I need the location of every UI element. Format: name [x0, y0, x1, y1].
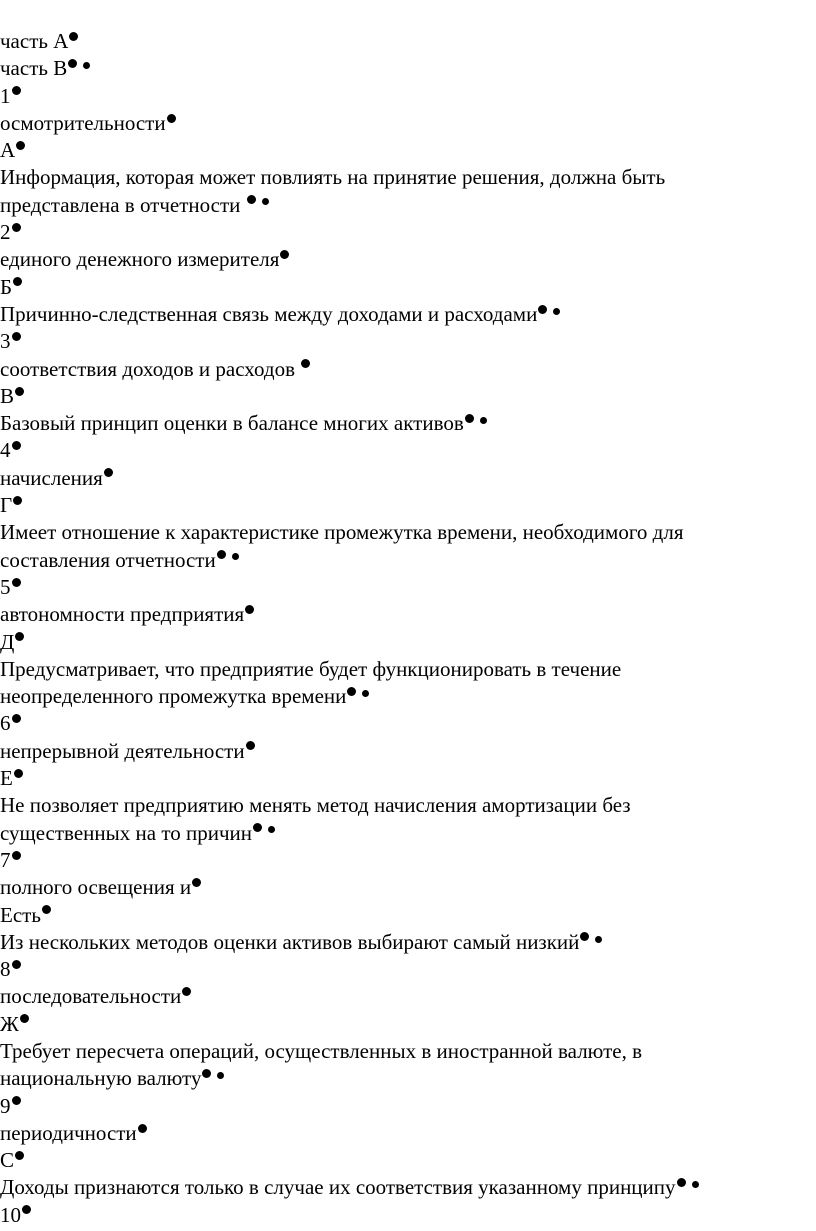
line-text: представлена в отчетности [0, 192, 246, 217]
line-text: 9 [0, 1093, 11, 1118]
text-line [0, 328, 816, 355]
text-line [0, 274, 816, 301]
text-line [0, 192, 816, 219]
bullet-dot-icon [13, 277, 22, 286]
line-text: Доходы признаются только в случае их соответствия указанному принципу [0, 1175, 676, 1200]
text-line [0, 55, 816, 82]
bullet-dot-icon [268, 826, 275, 833]
bullet-dot-icon [12, 714, 21, 723]
bullet-dot-icon [22, 1205, 31, 1214]
bullet-dot-icon [595, 936, 602, 943]
text-line [0, 601, 816, 628]
text-line [0, 629, 816, 656]
document-body [0, 28, 816, 1229]
bullet-dot-icon [12, 332, 21, 341]
text-line [0, 1174, 816, 1201]
line-text: полного освещения и [0, 875, 192, 900]
bullet-dot-icon [12, 578, 21, 587]
bullet-dot-icon [202, 1069, 211, 1078]
bullet-dot-icon [677, 1178, 686, 1187]
bullet-dot-icon [245, 605, 254, 614]
text-line [0, 574, 816, 601]
bullet-dot-icon [15, 1151, 24, 1160]
bullet-dot-icon [138, 1124, 147, 1133]
text-line [0, 410, 816, 437]
line-text: Причинно-следственная связь между доходами и расходами [0, 301, 538, 326]
bullet-dot-icon [12, 1096, 21, 1105]
line-text: Г [0, 493, 13, 518]
bullet-dot-icon [301, 359, 310, 368]
text-line [0, 956, 816, 983]
text-line [0, 164, 816, 191]
line-text: 4 [0, 438, 11, 463]
line-text: 3 [0, 329, 11, 354]
bullet-dot-icon [347, 687, 356, 696]
text-line [0, 28, 816, 55]
line-text: последовательности [0, 984, 182, 1009]
line-text: Имеет отношение к характеристике промежутка времени, необходимого для [0, 520, 684, 545]
bullet-dot-icon [465, 414, 474, 423]
line-text: 1 [0, 83, 11, 108]
line-text: Требует пересчета операций, осуществленных в иностранной валюте, в [0, 1038, 642, 1063]
line-text: В [0, 383, 15, 408]
bullet-dot-icon [262, 198, 269, 205]
line-text: начисления [0, 465, 103, 490]
line-text: 2 [0, 220, 11, 245]
bullet-dot-icon [253, 823, 262, 832]
line-text: непрерывной деятельности [0, 738, 245, 763]
text-line [0, 792, 816, 819]
line-text: часть В [0, 56, 68, 81]
text-line [0, 1011, 816, 1038]
text-line [0, 465, 816, 492]
bullet-dot-icon [16, 141, 25, 150]
text-line [0, 492, 816, 519]
text-line [0, 301, 816, 328]
bullet-dot-icon [538, 305, 547, 314]
text-line [0, 683, 816, 710]
line-text: составления отчетности [0, 547, 216, 572]
line-text: А [0, 138, 16, 163]
bullet-dot-icon [692, 1181, 699, 1188]
line-text: Информация, которая может повлиять на принятие решения, должна быть [0, 165, 666, 190]
bullet-dot-icon [362, 690, 369, 697]
text-line [0, 356, 816, 383]
text-line [0, 983, 816, 1010]
bullet-dot-icon [15, 632, 24, 641]
text-line [0, 656, 816, 683]
line-text: единого денежного измерителя [0, 247, 280, 272]
text-line [0, 847, 816, 874]
line-text: национальную валюту [0, 1066, 202, 1091]
text-line [0, 1065, 816, 1092]
line-text: соответствия доходов и расходов [0, 356, 301, 381]
line-text: 5 [0, 574, 11, 599]
bullet-dot-icon [580, 932, 589, 941]
text-line [0, 383, 816, 410]
bullet-dot-icon [217, 550, 226, 559]
text-line [0, 246, 816, 273]
line-text: Предусматривает, что предприятие будет функционировать в течение [0, 656, 622, 681]
line-text: часть А [0, 29, 69, 53]
line-text: Из нескольких методов оценки активов выбирают самый низкий [0, 929, 580, 954]
text-line [0, 83, 816, 110]
text-line [0, 1147, 816, 1174]
line-text: существенных на то причин [0, 820, 252, 845]
line-text: 8 [0, 957, 11, 982]
text-line [0, 820, 816, 847]
text-line [0, 765, 816, 792]
text-line [0, 547, 816, 574]
bullet-dot-icon [104, 468, 113, 477]
line-text: Д [0, 629, 15, 654]
text-line [0, 437, 816, 464]
line-text: осмотрительности [0, 110, 166, 135]
bullet-dot-icon [232, 553, 239, 560]
bullet-dot-icon [480, 417, 487, 424]
line-text: неопределенного промежутка времени [0, 684, 347, 709]
line-text: 10 [0, 1202, 21, 1227]
line-text: Б [0, 274, 13, 299]
bullet-dot-icon [12, 223, 21, 232]
bullet-dot-icon [553, 308, 560, 315]
bullet-dot-icon [217, 1072, 224, 1079]
bullet-dot-icon [69, 32, 78, 41]
bullet-dot-icon [192, 878, 201, 887]
bullet-dot-icon [12, 851, 21, 860]
line-text: Не позволяет предприятию менять метод начисления амортизации без [0, 793, 631, 818]
line-text: Есть [0, 902, 41, 927]
line-text: 6 [0, 711, 11, 736]
line-text: Ж [0, 1011, 19, 1036]
text-line [0, 219, 816, 246]
bullet-dot-icon [182, 987, 191, 996]
bullet-dot-icon [83, 62, 90, 69]
bullet-dot-icon [167, 114, 176, 123]
bullet-dot-icon [12, 960, 21, 969]
line-text: С [0, 1148, 15, 1173]
text-line [0, 1038, 816, 1065]
text-line [0, 738, 816, 765]
text-line [0, 902, 816, 929]
text-line [0, 1093, 816, 1120]
bullet-dot-icon [15, 387, 24, 396]
line-text: 7 [0, 847, 11, 872]
text-line [0, 1202, 816, 1229]
bullet-dot-icon [247, 195, 256, 204]
bullet-dot-icon [68, 59, 77, 68]
text-line [0, 874, 816, 901]
bullet-dot-icon [42, 905, 51, 914]
line-text: Базовый принцип оценки в балансе многих активов [0, 411, 464, 436]
text-line [0, 929, 816, 956]
bullet-dot-icon [13, 496, 22, 505]
text-line [0, 1120, 816, 1147]
bullet-dot-icon [12, 441, 21, 450]
text-line [0, 710, 816, 737]
text-line [0, 110, 816, 137]
bullet-dot-icon [280, 250, 289, 259]
bullet-dot-icon [246, 741, 255, 750]
bullet-dot-icon [14, 769, 23, 778]
line-text: периодичности [0, 1120, 137, 1145]
bullet-dot-icon [12, 86, 21, 95]
text-line [0, 137, 816, 164]
text-line [0, 519, 816, 546]
bullet-dot-icon [20, 1014, 29, 1023]
line-text: Е [0, 766, 13, 791]
line-text: автономности предприятия [0, 602, 245, 627]
